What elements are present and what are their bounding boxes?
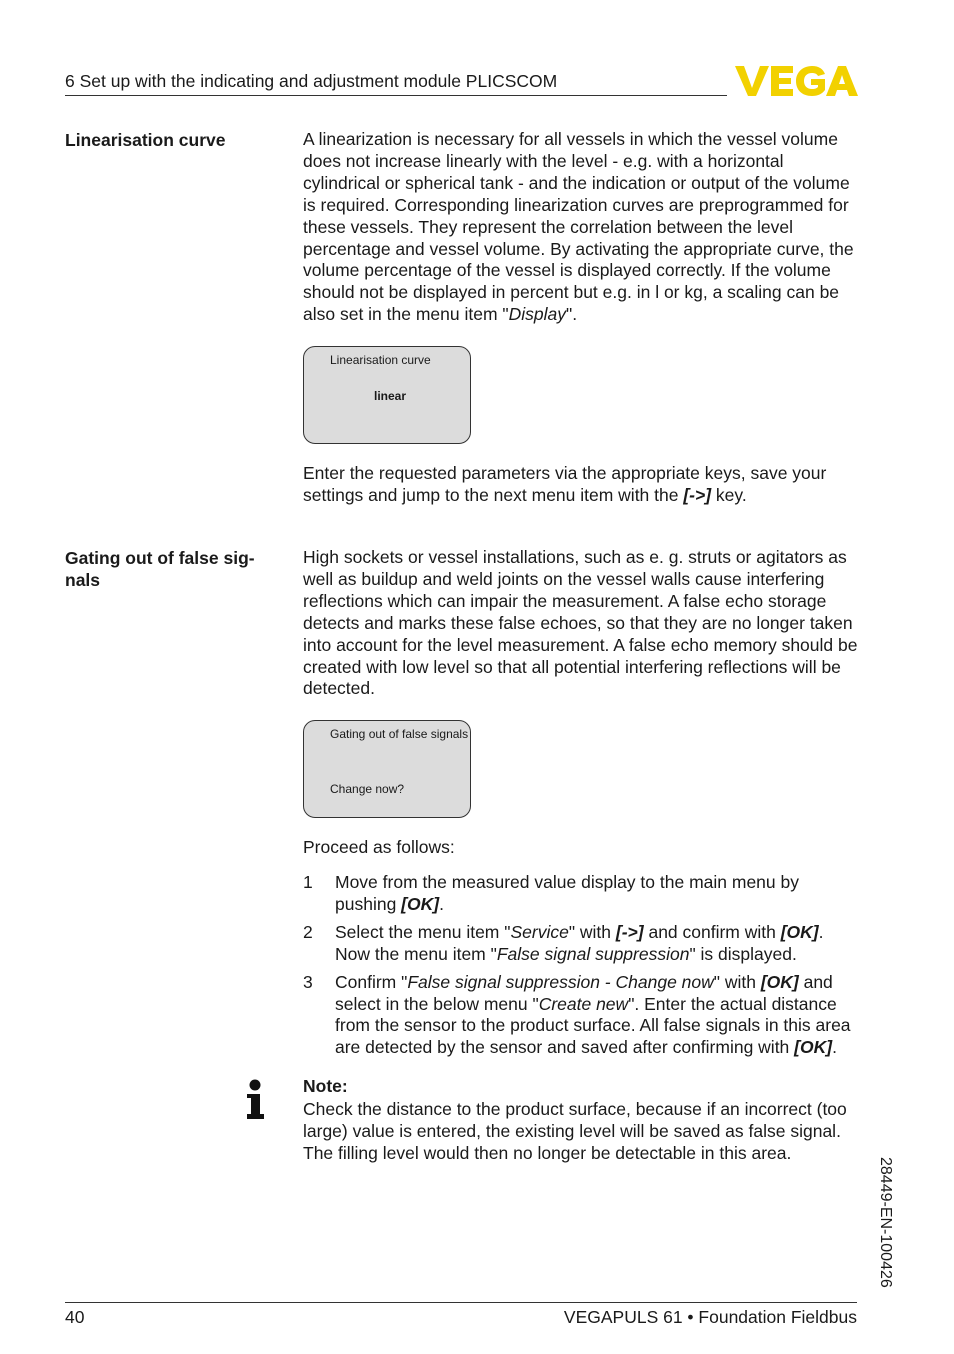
list-item: 2 Select the menu item "Service" with [->] and confirm with [OK]. Now the menu item "False signal suppression" is displayed. — [303, 921, 824, 964]
linearisation-paragraph: A linearization is necessary for all vessels in which the vessel volume does not increase linearly with the level - e.g. with a horizontal cylindrical or spherical tank - and the indication or output of the volume is required. Corresponding linearization curves are preprogrammed for these vessels. They represent the correlation between the level percentage and vessel volume. By activating the appropriate curve, the volume percentage of the vessel is displayed correctly. If the volume should not be displayed in percent but e.g. in l or kg, a scaling can be also set in the menu item "Display". — [303, 129, 854, 325]
section-heading-false-signals: Gating out of false sig-nals — [65, 548, 255, 590]
document-code: 28449-EN-100426 — [877, 1157, 894, 1288]
step-number: 1 — [303, 872, 313, 892]
list-item: 1 Move from the measured value display to the main menu by pushing [OK]. — [303, 872, 799, 914]
display-linearisation-curve — [303, 346, 471, 444]
steps-list — [303, 872, 859, 1065]
page-number: 40 — [65, 1307, 85, 1327]
display-prompt: Change now? — [330, 782, 405, 796]
footer-rule — [65, 1302, 857, 1303]
list-item: 3 Confirm "False signal suppression - Change now" with [OK] and select in the below menu "Create new". Enter the actual distance from the sensor to the product surface. All false signals in this area are detected by the sensor and saved after confirming with [OK]. — [303, 971, 851, 1058]
vega-logo — [735, 64, 858, 98]
section-heading-linearisation: Linearisation curve — [65, 130, 226, 150]
note-title: Note: — [303, 1076, 348, 1096]
false-signals-paragraph: High sockets or vessel installations, such as e. g. struts or agitators as well as buildup and weld joints on the vessel walls cause interfering reflections which can impair the measurement. A false echo storage detects and marks these false echoes, so that they are no longer taken into account for the level measurement. A false echo memory should be created with low level so that all potential interfering reflections will be detected. — [303, 547, 858, 699]
header-rule — [65, 95, 727, 96]
enter-parameters-paragraph: Enter the requested parameters via the appropriate keys, save your settings and jump to the next menu item with the [->] key. — [303, 463, 827, 505]
step-number: 3 — [303, 971, 313, 992]
note-text: Check the distance to the product surface, because if an incorrect (too large) value is entered, the existing level will be saved as false signal. The filling level would then no longer be detectable in this area. — [303, 1099, 847, 1163]
proceed-label: Proceed as follows: — [303, 837, 455, 857]
display-false-signals — [303, 720, 471, 818]
info-icon — [244, 1079, 266, 1121]
display-title: Gating out of false signals — [330, 727, 469, 741]
footer-product: VEGAPULS 61 • Foundation Fieldbus — [563, 1307, 857, 1327]
display-value: linear — [374, 389, 407, 403]
step-number: 2 — [303, 921, 313, 942]
running-header: 6 Set up with the indicating and adjustment module PLICSCOM — [65, 71, 558, 91]
display-title: Linearisation curve — [330, 353, 431, 367]
